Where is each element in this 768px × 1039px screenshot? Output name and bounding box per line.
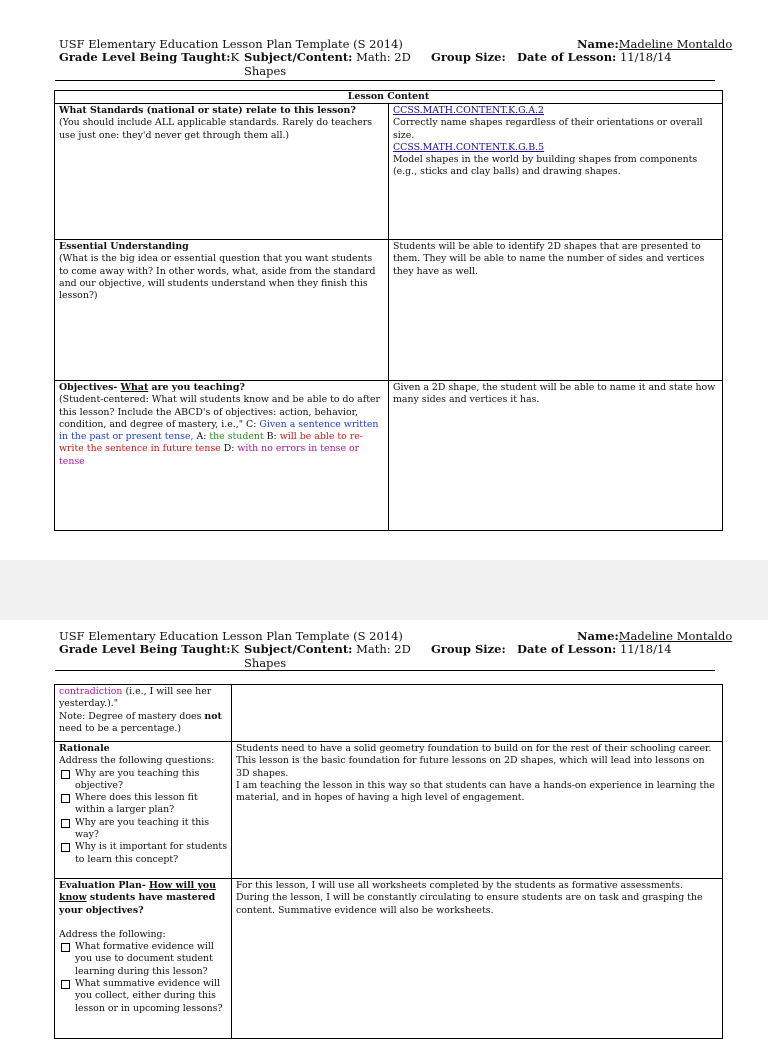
lesson-date: Date of Lesson: 11/18/14 [517,642,672,656]
evaluation-row [55,879,723,1039]
objectives-continued-cell [55,685,232,742]
objectives-row [55,381,723,531]
standards-label: What Standards (national or state) relate to this lesson? [59,105,356,116]
evaluation-label-cell [55,879,232,1039]
essential-note: (What is the big idea or essential question that you want students to come away with? In other words, what, aside from the standard and our objective, will students understand when they finish this lesson?) [59,253,376,302]
rationale-question: Why are you teaching this objective? [59,768,227,793]
subject-content-cont: Shapes [244,64,287,78]
group-size: Group Size: [431,50,506,64]
page-gap [0,560,768,620]
rationale-content-cell [232,742,723,879]
rationale-intro: Address the following questions: [59,755,215,767]
teacher-name: Name:Madeline Montaldo [577,37,733,51]
group-size: Group Size: [431,642,506,656]
standards-content-cell [389,104,723,240]
rationale-row [55,742,723,879]
rationale-question: Where does this lesson fit within a larger plan? [59,792,227,817]
standard-text-1: Correctly name shapes regardless of their orientations or overall size. [393,117,703,141]
rationale-question: Why is it important for students to learn this concept? [59,841,227,866]
objectives-content-cell: Given a 2D shape, the student will be able to name it and state how many sides and vertices it has. [389,381,723,531]
standards-note: (You should include ALL applicable standards. Rarely do teachers use just one: they'd never get through them all.) [59,117,373,141]
template-title: USF Elementary Education Lesson Plan Template (S 2014) [59,37,403,51]
essential-label: Essential Understanding [59,241,189,252]
standard-link-1[interactable]: CCSS.MATH.CONTENT.K.G.A.2 [393,105,544,116]
evaluation-question: What summative evidence will you collect, either during this lesson or in upcoming lessons? [59,978,227,1015]
standard-text-2: Model shapes in the world by building shapes from components (e.g., sticks and clay balls) and drawing shapes. [393,154,698,178]
objectives-continued-text: contradiction (i.e., I will see her yesterday.)." [59,686,212,710]
objectives-label: Objectives- What are you teaching? [59,382,245,393]
essential-row [55,240,723,381]
essential-content-cell: Students will be able to identify 2D shapes that are presented to them. They will be able to name the number of sides and vertices they have as well. [389,240,723,381]
checkbox-icon[interactable] [61,943,70,952]
subject-content: Subject/Content: Math: 2D [244,50,411,64]
objectives-continued-content [232,685,723,742]
teacher-name: Name:Madeline Montaldo [577,629,733,643]
standard-link-2[interactable]: CCSS.MATH.CONTENT.K.G.B.5 [393,141,545,153]
checkbox-icon[interactable] [61,819,70,828]
objectives-label-cell [55,381,389,531]
subject-content-cont: Shapes [244,656,287,670]
lesson-content-heading: Lesson Content [55,91,723,104]
checkbox-icon[interactable] [61,980,70,989]
rationale-text-1: Students need to have a solid geometry foundation to build on for the rest of their schooling career. This lesson is the basic foundation for future lessons on 2D shapes, which will lead into lessons on 3D shapes. [236,743,712,779]
grade-level: Grade Level Being Taught:K [59,50,240,64]
lesson-content-table-2 [54,684,723,1039]
header-divider [55,670,715,671]
mastery-note: Note: Degree of mastery does not need to be a percentage.) [59,710,222,734]
standards-label-cell [55,104,389,240]
rationale-questions [59,768,227,866]
checkbox-icon[interactable] [61,843,70,852]
rationale-text-2: I am teaching the lesson in this way so that students can have a hands-on experience in learning the material, and in hopes of having a high level of engagement. [236,779,715,804]
evaluation-question: What formative evidence will you use to document student learning during this lesson? [59,941,227,978]
standards-row [55,104,723,240]
grade-level: Grade Level Being Taught:K [59,642,240,656]
checkbox-icon[interactable] [61,770,70,779]
objectives-continued-row [55,685,723,742]
rationale-question: Why are you teaching it this way? [59,817,227,842]
lesson-date: Date of Lesson: 11/18/14 [517,50,672,64]
evaluation-questions [59,941,227,1015]
header-divider [55,80,715,81]
rationale-label-cell [55,742,232,879]
evaluation-label: Evaluation Plan- How will you know students have mastered your objectives? [59,880,216,916]
evaluation-intro: Address the following: [59,928,166,940]
page-2 [0,620,768,1024]
checkbox-icon[interactable] [61,794,70,803]
objectives-note: (Student-centered: What will students know and be able to do after this lesson? Include the ABCD's of objectives: action, behavior, condition, and degree of mastery, i.e.," C: Given a sentence written in the past or present tense, A: the student B: will be able to re-write the sentence in future tense D: with no errors in tense or tense [59,394,380,467]
rationale-label: Rationale [59,743,110,754]
evaluation-content-cell: For this lesson, I will use all worksheets completed by the students as formative assessments. During the lesson, I will be constantly circulating to ensure students are on task and grasping the content. Summative evidence will also be worksheets. [232,879,723,1039]
lesson-content-table [54,90,723,531]
essential-label-cell [55,240,389,381]
subject-content: Subject/Content: Math: 2D [244,642,411,656]
template-title: USF Elementary Education Lesson Plan Template (S 2014) [59,629,403,643]
